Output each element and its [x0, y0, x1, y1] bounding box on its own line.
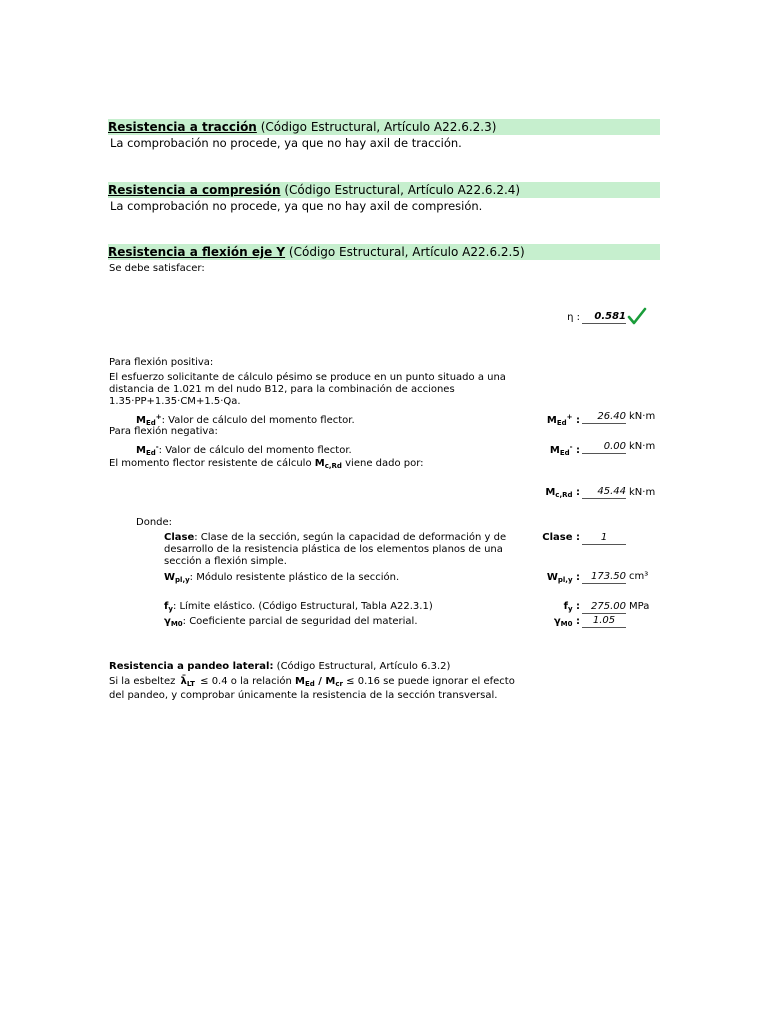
med-neg-unit: kN·m — [629, 441, 656, 452]
pandeo-header — [109, 661, 450, 673]
check-icon — [627, 306, 647, 326]
wpl-unit: cm³ — [629, 571, 649, 582]
compresion-ref: (Código Estructural, Artículo A22.6.2.4) — [284, 183, 521, 197]
pandeo-text-d: del pandeo, y comprobar únicamente la resistencia de la sección transversal. — [109, 690, 498, 701]
compresion-header — [108, 182, 660, 198]
traccion-ref: (Código Estructural, Artículo A22.6.2.3) — [260, 120, 497, 134]
eta-label: η : — [567, 312, 580, 323]
pandeo-text-b: ≤ 0.4 o la relación — [200, 676, 292, 687]
traccion-text: La comprobación no procede, ya que no hay axil de tracción. — [110, 136, 462, 150]
eta-value: 0.581 — [582, 311, 626, 324]
clase-desc: : Clase de la sección, según la capacidad de deformación y de desarrollo de la resistencia plástica de los elementos planos de una sección a flexión simple. — [164, 532, 507, 567]
gm0-value: 1.05 — [582, 615, 626, 628]
gm0-def: $\gamma_{M0}$: Coeficiente parcial de seguridad del material. — [164, 616, 418, 628]
positiva-text: El esfuerzo solicitante de cálculo pésimo se produce en un punto situado a una distancia de 1.021 m del nudo B12, para la combinación de acciones 1.35·PP+1.35·CM+1.5·Qa. — [109, 372, 506, 407]
pandeo-ref: (Código Estructural, Artículo 6.3.2) — [276, 661, 451, 672]
donde-label: Donde: — [136, 517, 173, 528]
med-pos-desc: : Valor de cálculo del momento flector. — [161, 415, 355, 426]
traccion-title: Resistencia a tracción — [108, 120, 257, 134]
med-neg-value: 0.00 — [582, 441, 626, 454]
med-neg-desc: : Valor de cálculo del momento flector. — [158, 445, 352, 456]
flexion-title: Resistencia a flexión eje Y — [108, 245, 286, 259]
wpl-value: 173.50 — [582, 571, 626, 584]
pandeo-text: Si la esbeltez $\lambdā_{LT} \le 0.4$ o la relación $M_{Ed} / M_{cr} \le 0.16$ se puede ignorar el efecto del pandeo, y comprobar únicamente la resistencia de la sección transversal. — [109, 676, 515, 701]
flexion-intro: Se debe satisfacer: — [109, 263, 205, 274]
pandeo-title: Resistencia a pandeo lateral: — [109, 661, 274, 672]
lambda-lt-symbol: $\lambdā_{LT}$ — [180, 676, 195, 688]
clase-name: Clase — [164, 532, 195, 543]
clase-def — [164, 532, 529, 568]
compresion-title: Resistencia a compresión — [108, 183, 281, 197]
wpl-desc: : Módulo resistente plástico de la sección. — [189, 572, 400, 583]
pandeo-text-c: ≤ 0.16 se puede ignorar el efecto — [346, 676, 515, 687]
med-pos-unit: kN·m — [629, 411, 656, 422]
traccion-header — [108, 119, 660, 135]
flexion-ref: (Código Estructural, Artículo A22.6.2.5) — [288, 245, 525, 259]
mcrd-unit: kN·m — [629, 487, 656, 498]
gm0-symbol: $\gamma_{M0}$ : — [553, 616, 580, 628]
mcrd-intro: El momento flector resistente de cálculo $M_{c,Rd}$ viene dado por: — [109, 458, 424, 470]
mcrd-value: 45.44 — [582, 486, 626, 499]
med-pos-def: $M_{Ed}^+$: Valor de cálculo del momento flector. — [136, 413, 355, 427]
fy-value: 275.00 — [582, 601, 626, 614]
clase-label: Clase : — [542, 532, 580, 543]
med-pos-symbol: $M_{Ed}^+$ : — [546, 413, 580, 427]
fy-symbol: $f_y$ : — [563, 601, 580, 613]
clase-value: 1 — [582, 532, 626, 545]
mcrd-symbol: $M_{c,Rd}$ : — [545, 487, 580, 499]
fy-def: $f_y$: Límite elástico. (Código Estructural, Tabla A22.3.1) — [164, 601, 433, 613]
wpl-def: $W_{pl,y}$: Módulo resistente plástico de la sección. — [164, 572, 400, 584]
gm0-desc: : Coeficiente parcial de seguridad del material. — [182, 616, 418, 627]
wpl-symbol: $W_{pl,y}$ : — [546, 572, 580, 584]
fy-desc: : Límite elástico. (Código Estructural, Tabla A22.3.1) — [172, 601, 433, 612]
positiva-label: Para flexión positiva: — [109, 357, 214, 368]
pandeo-text-a: Si la esbeltez — [109, 676, 176, 687]
med-neg-symbol: $M_{Ed}^-$ : — [549, 443, 580, 457]
flexion-header — [108, 244, 660, 260]
compresion-text: La comprobación no procede, ya que no hay axil de compresión. — [110, 199, 483, 213]
med-neg-def: $M_{Ed}^-$: Valor de cálculo del momento flector. — [136, 443, 352, 457]
mcrd-intro-start: El momento flector resistente de cálculo — [109, 458, 312, 469]
med-pos-value: 26.40 — [582, 411, 626, 424]
fy-unit: MPa — [629, 601, 650, 612]
mcrd-intro-end: viene dado por: — [345, 458, 424, 469]
negativa-label: Para flexión negativa: — [109, 426, 218, 437]
